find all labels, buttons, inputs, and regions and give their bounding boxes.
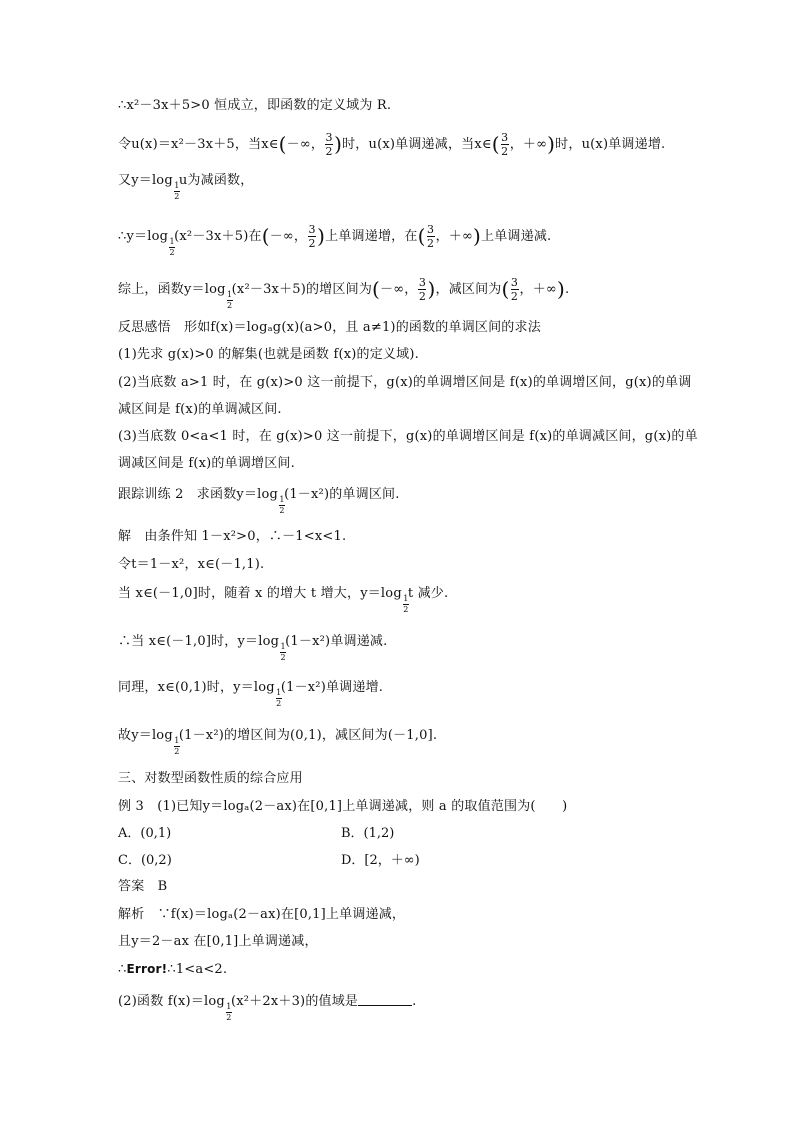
half-den: 2 [276,699,282,708]
question-2-line [118,993,417,1022]
frac-den: 2 [418,290,427,303]
fraction-3-2 [427,224,435,249]
analysis-line-1: 解析 ∵f(x)＝logₐ(2－ax)在[0,1]上单调递减， [118,907,406,922]
frac-num: 3 [501,131,509,144]
frac-den: 2 [325,145,333,158]
line-5-part-3: ，减区间为 [435,282,502,297]
half-num: 1 [226,1002,232,1011]
half-den: 2 [403,605,409,614]
half-num: 1 [276,688,282,697]
pos-infinity: ，＋∞ [509,137,548,152]
analysis-line-3 [118,960,227,979]
half-den: 2 [169,248,175,257]
choice-a: A．(0,1) [118,826,172,841]
text-line-11: 调减区间是 f(x)的单调增区间. [118,456,295,471]
line-3-part-2: u为减函数， [178,173,254,188]
text-line-6: 反思感悟 形如f(x)＝logₐg(x)(a>0，且 a≠1)的函数的单调区间的求法 [118,320,541,335]
line-16-part-2: (1－x²)单调递减. [285,634,388,649]
log-expression [118,633,286,662]
frac-num: 3 [325,131,333,144]
log-expression [118,679,282,708]
neg-infinity: －∞， [286,137,325,152]
log-base-half [403,595,409,614]
frac-den: 2 [510,290,519,303]
fraction-3-2 [511,277,519,302]
big-paren: ) [473,224,482,248]
half-den: 2 [279,506,285,515]
text-line-4 [118,223,552,257]
big-paren: ) [427,277,436,301]
half-num: 1 [169,237,175,246]
log-expression [118,228,175,257]
text-line-9: 减区间是 f(x)的单调减区间. [118,402,282,417]
fraction-3-2 [418,277,426,302]
text-line-5: 综上，函数y＝log 1 2 (x²－3x＋5)的增区间为(－∞，$\frac{3}{2}$)，减区间为($\frac{3}{2}$，＋∞). [118,276,570,310]
fraction-3-2 [325,132,333,157]
frac-den: 2 [501,145,509,158]
log-label: 又y＝log [118,173,173,188]
example-3-question: 例 3 (1)已知y＝logₐ(2－ax)在[0,1]上单调递减，则 a 的取值范围为( ) [118,799,568,814]
text-line-13: 解 由条件知 1－x²>0，∴－1<x<1. [118,529,347,544]
log-label: ∴y＝log [118,229,169,244]
log-base-half [280,643,286,662]
fraction-3-2 [308,224,316,249]
question-2-part-2: (x²＋2x＋3)的值域是 [230,994,359,1009]
line-4-part-3: 上单调递增，在 [325,229,418,244]
text-line-14: 令t＝1－x²，x∈(－1,1). [118,557,265,572]
half-den: 2 [227,301,233,310]
log-label: ∴当 x∈(－1,0]时，y＝log [118,634,280,649]
frac-den: 2 [308,237,316,250]
big-paren: ( [417,224,426,248]
big-paren: ( [491,132,500,156]
line-15-part-2: t 减少. [407,586,449,601]
log-label: 故y＝log [118,728,173,743]
frac-num: 3 [418,276,427,289]
line-12-part-2: (1－x²)的单调区间. [284,487,400,502]
half-num: 1 [174,736,180,745]
question-2-period: . [412,994,417,1009]
big-paren: ( [372,277,381,301]
text-line-18 [118,727,438,756]
neg-infinity: －∞， [380,282,418,297]
analysis-line-2: 且y＝2－ax 在[0,1]上单调递减， [118,934,318,949]
line-4-part-2: (x²－3x＋5)在 [174,229,262,244]
frac-num: 3 [510,276,519,289]
log-label: 当 x∈(－1,0]时，随着 x 的增大 t 增大，y＝log [118,586,402,601]
choice-d: D．[2，＋∞) [341,853,420,868]
line-2-part-2: 时，u(x)单调递减，当x∈ [342,137,492,152]
big-paren: ) [547,132,556,156]
text-line-7: (1)先求 g(x)>0 的解集(也就是函数 f(x)的定义域). [118,347,419,362]
pos-infinity: ，＋∞ [519,282,557,297]
half-num: 1 [174,181,180,190]
text-line-10: (3)当底数 0<a<1 时，在 g(x)>0 这一前提下，g(x)的单调增区间是 f(x)的单调减区间，g(x)的单 [118,429,698,444]
half-num: 1 [227,290,233,299]
choice-b: B．(1,2) [341,826,395,841]
frac-num: 3 [308,223,316,236]
big-paren: ) [317,224,326,248]
half-den: 2 [226,1013,232,1022]
log-expression [118,993,232,1022]
line-4-part-4: 上单调递减. [481,229,552,244]
big-paren: ) [556,277,565,301]
text-line-17 [118,679,384,708]
half-den: 2 [280,653,286,662]
log-expression [118,281,233,310]
log-expression [118,172,180,201]
log-label: 同理，x∈(0,1)时，y＝log [118,680,275,695]
section-heading: 三、对数型函数性质的综合应用 [118,771,303,786]
big-paren: ( [501,277,510,301]
therefore-symbol: ∴ [118,962,127,977]
log-expression [118,727,180,756]
half-den: 2 [174,747,180,756]
answer-blank[interactable] [358,993,412,1006]
half-num: 1 [279,495,285,504]
log-base-half [227,291,233,310]
text-line-8: (2)当底数 a>1 时，在 g(x)>0 这一前提下，g(x)的单调增区间是 f(x)的单调增区间，g(x)的单调 [118,375,692,390]
log-base-half [174,182,180,201]
error-marker: Error! [126,962,168,976]
fraction-3-2 [501,132,509,157]
half-den: 2 [174,192,180,201]
frac-num: 3 [426,223,435,236]
choice-c: C．(0,2) [118,853,172,868]
answer-line: 答案 B [118,879,168,894]
text-line-12 [118,486,400,515]
text-line-1: ∴x²－3x＋5>0 恒成立，即函数的定义域为 R. [118,98,392,113]
pos-infinity: ，＋∞ [435,229,474,244]
analysis-conclusion: ∴1<a<2. [167,962,228,977]
frac-den: 2 [426,237,435,250]
big-paren: ( [278,132,287,156]
text-line-2 [118,132,665,157]
log-base-half [276,689,282,708]
line-17-part-2: (1－x²)单调递增. [280,680,384,695]
log-base-half [169,238,175,257]
text-line-3 [118,172,254,201]
line-2-part-3: 时，u(x)单调递增. [555,137,666,152]
log-expression [118,585,409,614]
line-2-part-1: 令u(x)＝x²－3x＋5，当x∈ [118,137,279,152]
half-num: 1 [280,642,286,651]
log-base-half [279,496,285,515]
log-label: 跟踪训练 2 求函数y＝log [118,487,279,502]
log-base-half [226,1003,232,1022]
log-base-half [174,737,180,756]
big-paren: ( [261,224,270,248]
log-label: 综上，函数y＝log [118,282,226,297]
line-18-part-2: (1－x²)的增区间为(0,1)，减区间为(－1,0]. [178,728,438,743]
big-paren: ) [334,132,343,156]
log-label: (2)函数 f(x)＝log [118,994,225,1009]
line-5-part-2: (x²－3x＋5)的增区间为 [231,282,373,297]
text-line-15 [118,585,449,614]
half-num: 1 [403,594,409,603]
log-expression [118,486,285,515]
neg-infinity: －∞， [269,229,308,244]
text-line-16 [118,633,388,662]
